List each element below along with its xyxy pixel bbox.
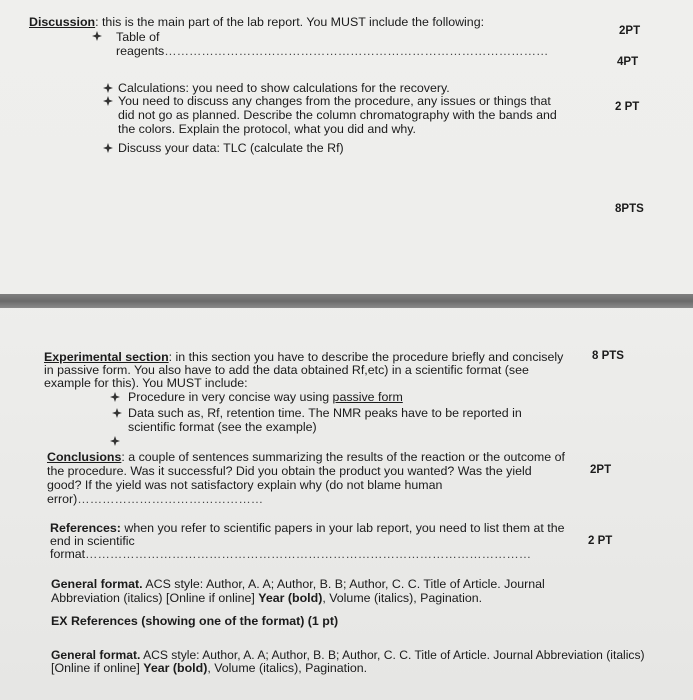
discussion-heading: Discussion xyxy=(29,15,96,29)
general-format-2-line2: [Online if online] Year (bold), Volume (italics), Pagination. xyxy=(51,661,368,675)
dotted-leader: ……………………………………………………………………………………………… xyxy=(85,547,532,561)
diamond-bullet-icon xyxy=(92,31,102,41)
diamond-bullet-icon xyxy=(110,436,120,446)
general-format-label: General format. xyxy=(51,577,143,591)
discussion-item-table-line2: reagents………………………………………………………………………………… xyxy=(116,44,549,58)
discussion-item-changes-line2: did not go as planned. Describe the column chromatography with the bands and xyxy=(118,108,557,122)
references-line1: References: when you refer to scientific papers in your lab report, you need to list them at the xyxy=(50,521,565,535)
dotted-leader: ……………………………………… xyxy=(77,492,264,506)
page-divider xyxy=(0,294,693,308)
points-label: 8 PTS xyxy=(592,350,624,362)
experimental-line3: example for this). You MUST include: xyxy=(44,376,248,390)
discussion-item-changes-line1: You need to discuss any changes from the procedure, any issues or things that xyxy=(118,94,551,108)
diamond-bullet-icon xyxy=(110,392,120,402)
discussion-intro: Discussion: this is the main part of the lab report. You MUST include the following: xyxy=(29,15,485,29)
points-label: 2 PT xyxy=(615,101,640,113)
diamond-bullet-icon xyxy=(103,96,113,106)
diamond-bullet-icon xyxy=(103,143,113,153)
experimental-item-procedure: Procedure in very concise way using passive form xyxy=(128,390,403,404)
discussion-item-table-line1: Table of xyxy=(116,30,160,44)
references-line3: format……………………………………………………………………………………………… xyxy=(50,547,532,561)
ex-references-heading: EX References (showing one of the format) (1 pt) xyxy=(51,614,339,628)
points-label: 2 PT xyxy=(588,535,613,547)
references-heading: References: xyxy=(50,521,121,535)
discussion-item-data: Discuss your data: TLC (calculate the Rf) xyxy=(118,141,344,155)
experimental-line1: Experimental section: in this section you have to describe the procedure briefly and concisely xyxy=(44,350,564,364)
points-label: 2PT xyxy=(590,464,612,476)
references-line2: end in scientific xyxy=(50,534,135,548)
general-format-2-line1: General format. ACS style: Author, A. A; Author, B. B; Author, C. C. Title of Article. Journal Abbreviation (italics) xyxy=(51,648,645,662)
experimental-item-data-line1: Data such as, Rf, retention time. The NMR peaks have to be reported in xyxy=(128,406,522,420)
experimental-heading: Experimental section xyxy=(44,350,169,364)
experimental-item-data-line2: scientific format (see the example) xyxy=(128,420,317,434)
conclusions-line3: good? If the yield was not satisfactory explain why (do not blame human xyxy=(47,478,443,492)
conclusions-line4: error)……………………………………… xyxy=(47,492,264,506)
general-format-1-line2: Abbreviation (italics) [Online if online] Year (bold), Volume (italics), Pagination. xyxy=(51,591,483,605)
experimental-line2: in passive form. You also have to add the data obtained Rf,etc) in a scientific format (see xyxy=(44,363,529,377)
general-format-1-line1: General format. ACS style: Author, A. A; Author, B. B; Author, C. C. Title of Article. Journal xyxy=(51,577,545,591)
points-label: 8PTS xyxy=(615,203,644,215)
conclusions-line2: the procedure. Was it successful? Did you obtain the product you wanted? Was the yield xyxy=(47,464,532,478)
points-label: 2PT xyxy=(619,25,641,37)
diamond-bullet-icon xyxy=(103,83,113,93)
general-format-label: General format. xyxy=(51,648,141,662)
points-label: 4PT xyxy=(617,56,639,68)
conclusions-line1: Conclusions: a couple of sentences summarizing the results of the reaction or the outcome of xyxy=(47,450,565,464)
discussion-item-changes-line3: the colors. Explain the protocol, what you did and why. xyxy=(118,122,417,136)
conclusions-heading: Conclusions xyxy=(47,450,122,464)
discussion-item-calculations: Calculations: you need to show calculations for the recovery. xyxy=(118,81,450,95)
dotted-leader: ………………………………………………………………………………… xyxy=(164,44,549,58)
diamond-bullet-icon xyxy=(112,408,122,418)
